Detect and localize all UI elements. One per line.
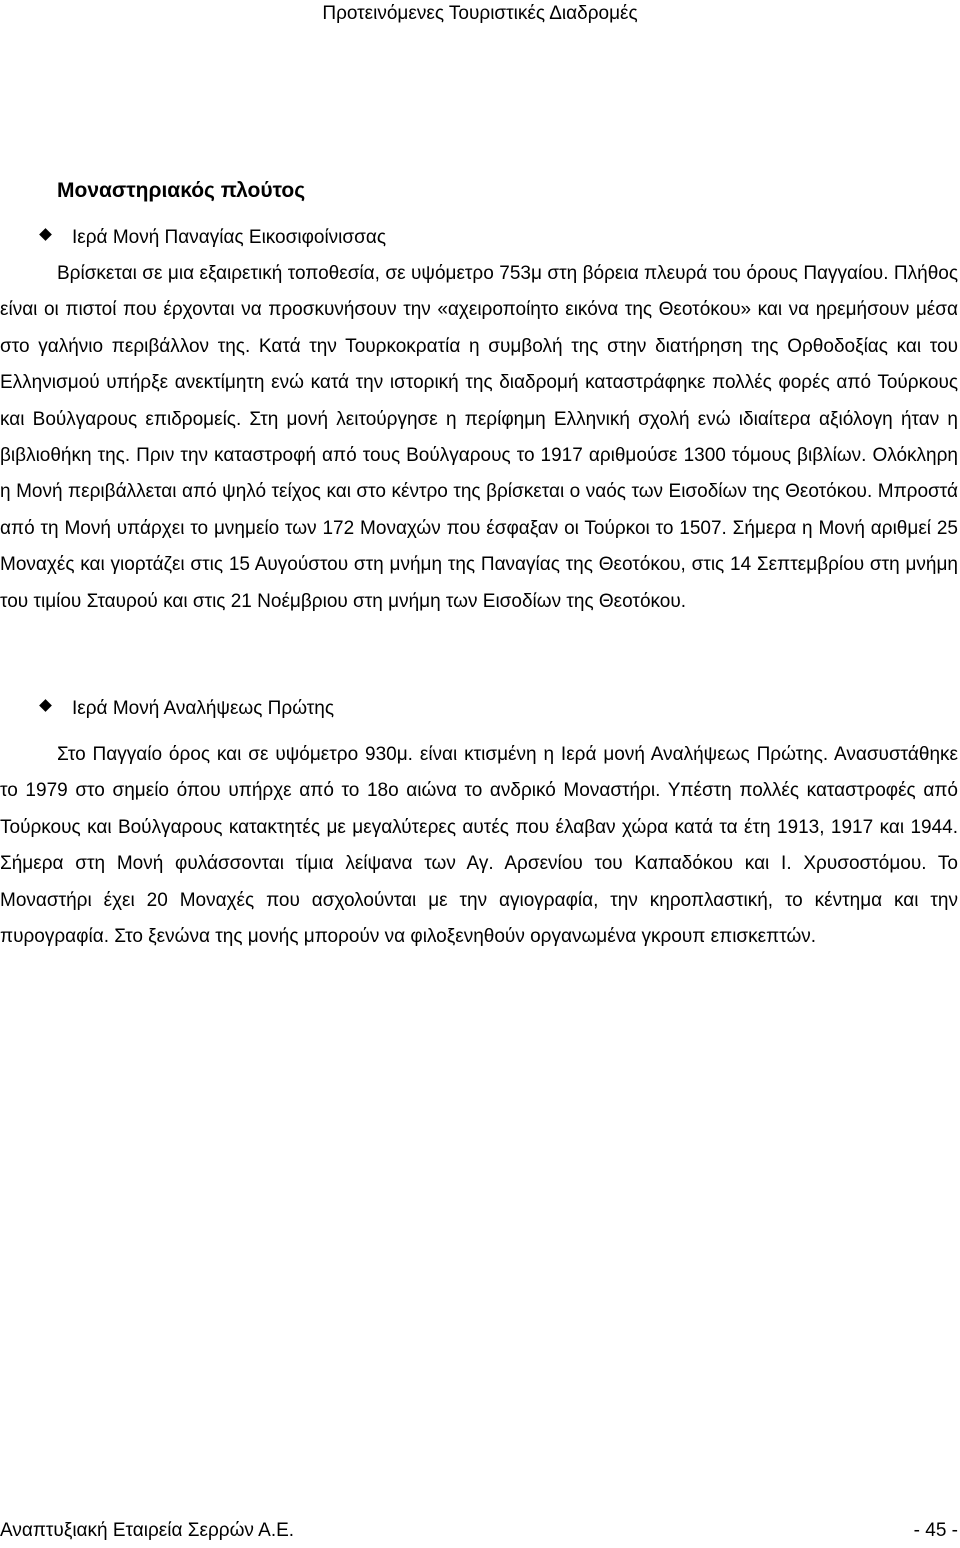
monastery-heading-analipseos: [38, 691, 960, 727]
footer-company: Αναπτυξιακή Εταιρεία Σερρών Α.Ε.: [0, 1520, 295, 1541]
diamond-bullet-icon: [39, 228, 52, 241]
page-number: - 45 -: [913, 1520, 958, 1541]
monastery-description: Στο Παγγαίο όρος και σε υψόμετρο 930μ. είναι κτισμένη η Ιερά μονή Αναλήψεως Πρώτης. Ανασυστάθηκε το 1979 στο σημείο όπου υπήρχε από το 18ο αιώνα το ανδρικό Μοναστήρι. Υπέστη πολλές καταστροφές από Τούρκους και Βούλγαρους κατακτητές με μεγαλύτερες αυτές που έλαβαν χώρα κατά τα έτη 1913, 1917 και 1944. Σήμερα στη Μονή φυλάσσονται τίμια λείψανα των Αγ. Αρσενίου του Καπαδόκου και Ι. Χρυσοστόμου. Το Μοναστήρι έχει 20 Μοναχές που ασχολούνται με την αγιογραφία, την κηροπλαστική, το κέντημα και την πυρογραφία. Στο ξενώνα της μονής μπορούν να φιλοξενηθούν οργανωμένα γκρουπ επισκεπτών.: [0, 744, 958, 948]
monastery-description: Βρίσκεται σε μια εξαιρετική τοποθεσία, σε υψόμετρο 753μ στη βόρεια πλευρά του όρους Παγγαίου. Πλήθος είναι οι πιστοί που έρχονται να προσκυνήσουν την «αχειροποίητο εικόνα της Θεοτόκου» και να ηρεμήσουν μέσα στο γαλήνιο περιβάλλον της. Κατά την Τουρκοκρατία η συμβολή της στην διατήρηση της Ορθοδοξίας και του Ελληνισμού υπήρξε ανεκτίμητη ενώ κατά την ιστορική της διαδρομή καταστράφηκε πολλές φορές από Τούρκους και Βούλγαρους επιδρομείς. Στη μονή λειτούργησε η περίφημη Ελληνική σχολή ενώ ιδιαίτερα αξιόλογη ήταν η βιβλιοθήκη της. Πριν την καταστροφή από τους Βούλγαρους το 1917 αριθμούσε 1300 τόμους βιβλίων. Ολόκληρη η Μονή περιβάλλεται από ψηλό τείχος και στο κέντρο της βρίσκεται ο ναός των Εισοδίων της Θεοτόκου. Μπροστά από τη Μονή υπάρχει το μνημείο των 172 Μοναχών που έσφαξαν οι Τούρκοι το 1507. Σήμερα η Μονή αριθμεί 25 Μοναχές και γιορτάζει στις 15 Αυγούστου στη μνήμη της Παναγίας της Θεοτόκου, στις 14 Σεπτεμβρίου στη μνήμη του τιμίου Σταυρού και στις 21 Νοέμβριου στη μνήμη των Εισοδίων της Θεοτόκου.: [0, 263, 958, 612]
diamond-bullet-icon: [39, 699, 52, 712]
monastery-name: Ιερά Μονή Αναλήψεως Πρώτης: [72, 698, 335, 720]
document-body: [0, 176, 960, 956]
monastery-name: Ιερά Μονή Παναγίας Εικοσιφοίνισσας: [72, 227, 386, 248]
section-heading: Μοναστηριακός πλούτος: [57, 179, 306, 202]
page-header: Προτεινόμενες Τουριστικές Διαδρομές: [322, 3, 638, 24]
monastery-heading-eikosifoinissa: [38, 220, 960, 256]
